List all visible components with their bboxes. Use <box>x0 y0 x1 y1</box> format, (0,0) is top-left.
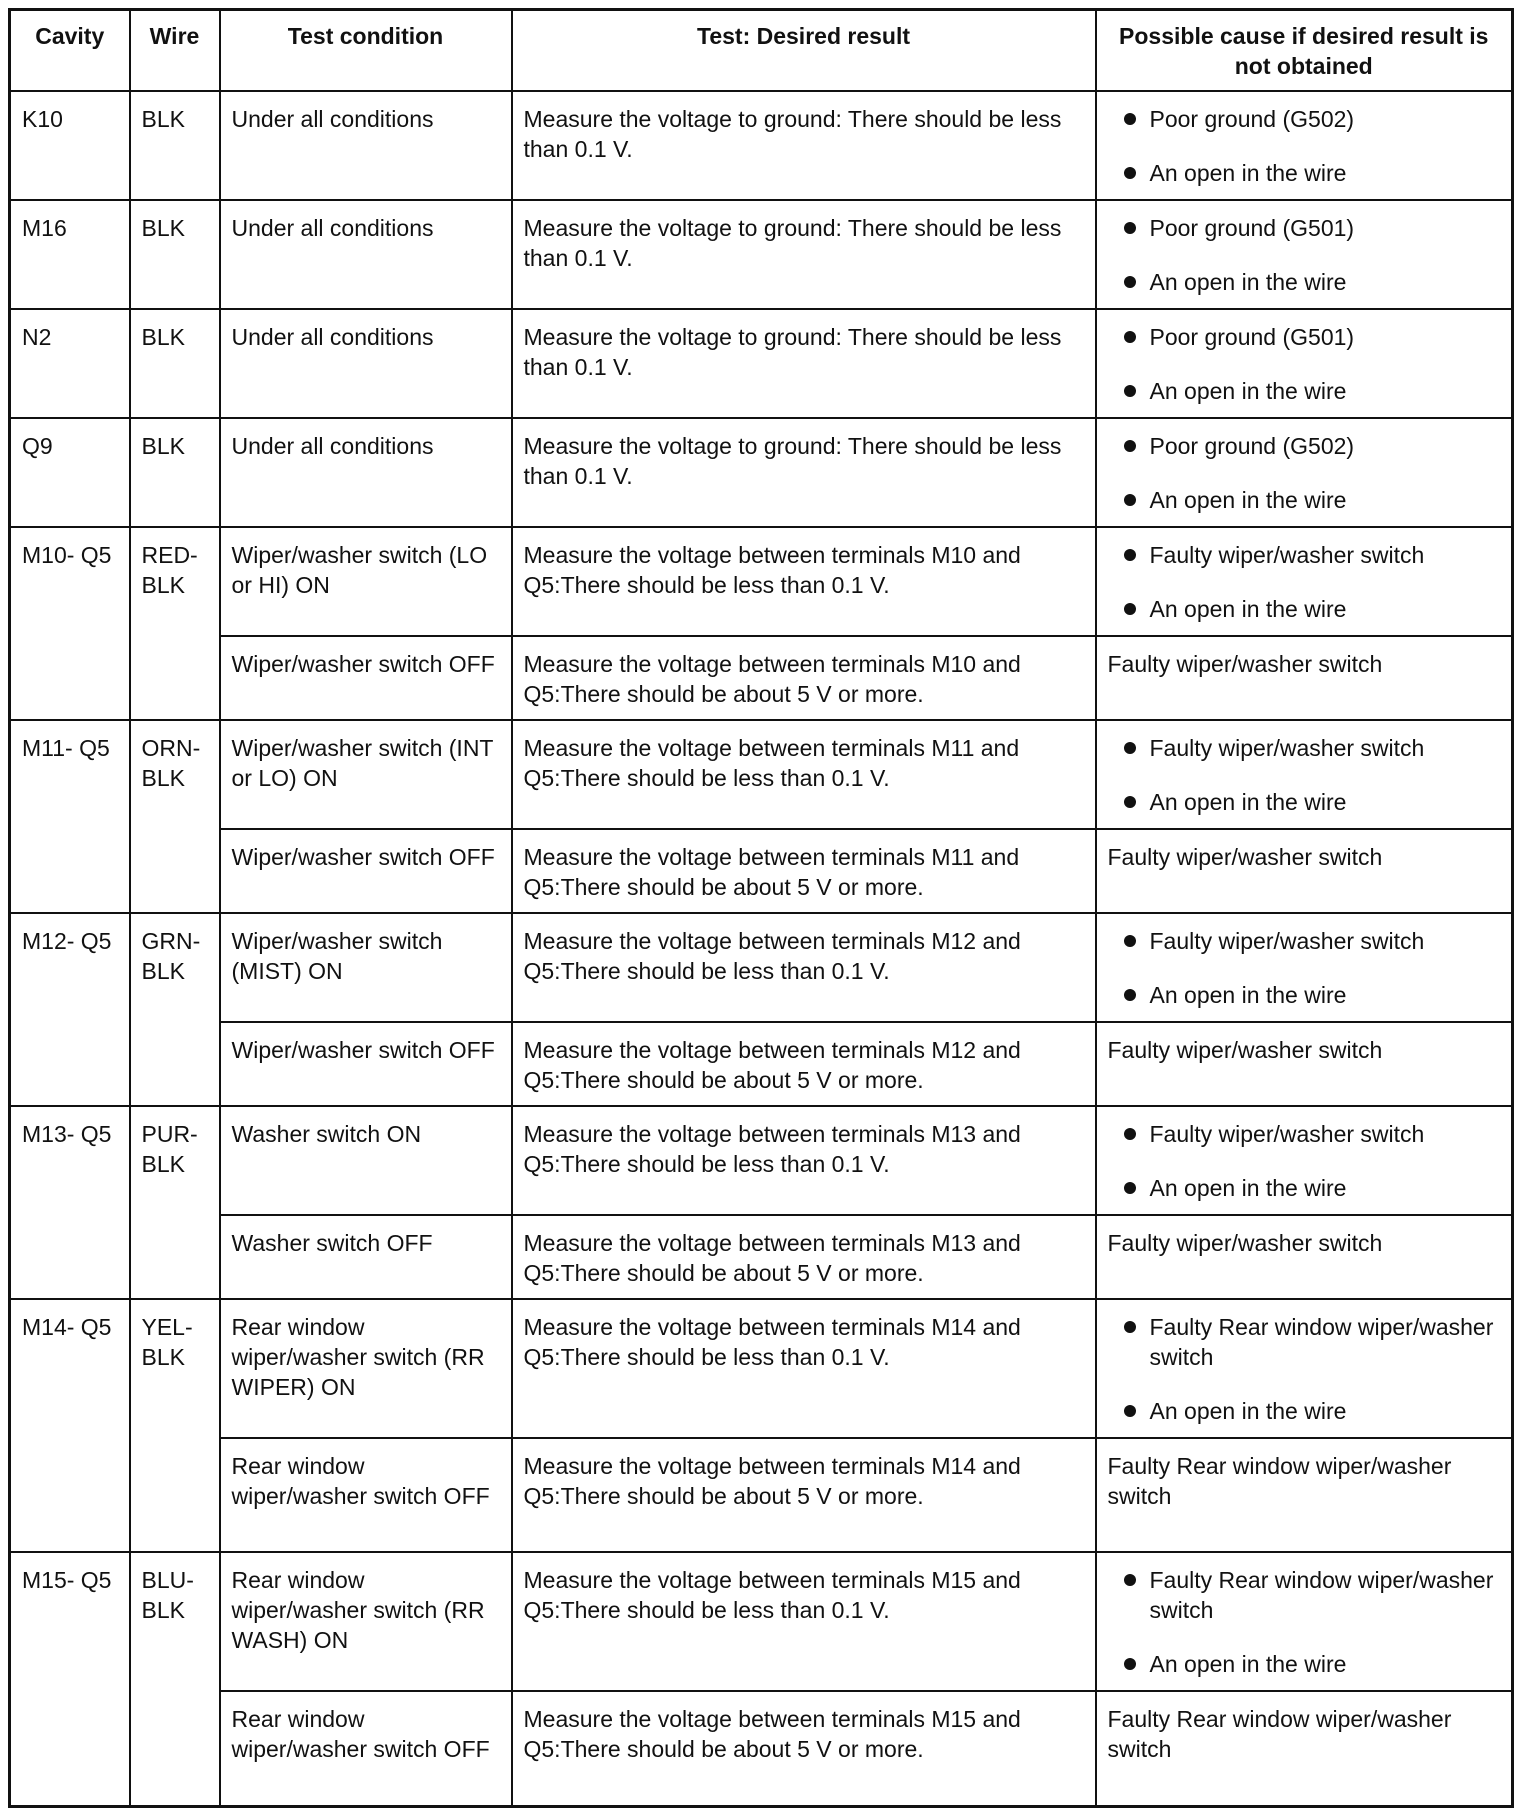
desired-result-cell: Measure the voltage between terminals M14 and Q5:There should be about 5 V or more. <box>512 1438 1096 1552</box>
cause-text: An open in the wire <box>1149 1397 1347 1424</box>
cause-list <box>1108 926 1502 1010</box>
possible-cause-cell <box>1096 91 1513 200</box>
test-condition-cell: Rear window wiper/washer switch OFF <box>220 1438 512 1552</box>
desired-result-cell: Measure the voltage between terminals M12 and Q5:There should be about 5 V or more. <box>512 1022 1096 1106</box>
cause-text: Faulty Rear window wiper/washer switch <box>1149 1313 1494 1370</box>
bullet-icon <box>1124 1182 1136 1194</box>
wire-color-cell: YEL- BLK <box>130 1299 220 1552</box>
desired-result-cell: Measure the voltage between terminals M15 and Q5:There should be about 5 V or more. <box>512 1691 1096 1807</box>
cause-list <box>1108 104 1502 188</box>
cause-list-item <box>1108 787 1502 817</box>
possible-cause-cell: Faulty wiper/washer switch <box>1096 829 1513 913</box>
cavity-cell: M11- Q5 <box>10 720 130 913</box>
test-condition-cell: Wiper/washer switch (LO or HI) ON <box>220 527 512 636</box>
cause-list-item <box>1108 431 1502 461</box>
bullet-icon <box>1124 742 1136 754</box>
desired-result-cell: Measure the voltage between terminals M14 and Q5:There should be less than 0.1 V. <box>512 1299 1096 1438</box>
desired-result-cell: Measure the voltage to ground: There should be less than 0.1 V. <box>512 309 1096 418</box>
test-condition-cell: Rear window wiper/washer switch (RR WASH) ON <box>220 1552 512 1691</box>
table-row <box>10 636 1513 720</box>
table-row <box>10 1022 1513 1106</box>
possible-cause-cell <box>1096 1106 1513 1215</box>
possible-cause-cell: Faulty wiper/washer switch <box>1096 636 1513 720</box>
bullet-icon <box>1124 276 1136 288</box>
cavity-cell: N2 <box>10 309 130 418</box>
cause-text: An open in the wire <box>1149 981 1347 1008</box>
table-row <box>10 200 1513 309</box>
possible-cause-cell <box>1096 720 1513 829</box>
cause-list <box>1108 1119 1502 1203</box>
possible-cause-cell <box>1096 1552 1513 1691</box>
test-condition-cell: Washer switch OFF <box>220 1215 512 1299</box>
cause-list-item <box>1108 1312 1502 1372</box>
cause-list-item <box>1108 158 1502 188</box>
bullet-icon <box>1124 385 1136 397</box>
possible-cause-cell: Faulty Rear window wiper/washer switch <box>1096 1438 1513 1552</box>
possible-cause-cell <box>1096 913 1513 1022</box>
header-row <box>10 10 1513 91</box>
wire-color-cell: GRN- BLK <box>130 913 220 1106</box>
table-row <box>10 1552 1513 1691</box>
test-condition-cell: Under all conditions <box>220 418 512 527</box>
cavity-cell: M13- Q5 <box>10 1106 130 1299</box>
desired-result-cell: Measure the voltage between terminals M12 and Q5:There should be less than 0.1 V. <box>512 913 1096 1022</box>
cause-list <box>1108 733 1502 817</box>
cause-text: Faulty wiper/washer switch <box>1149 734 1425 761</box>
bullet-icon <box>1124 1658 1136 1670</box>
bullet-icon <box>1124 549 1136 561</box>
table-row <box>10 1106 1513 1215</box>
bullet-icon <box>1124 796 1136 808</box>
desired-result-cell: Measure the voltage between terminals M11 and Q5:There should be about 5 V or more. <box>512 829 1096 913</box>
test-condition-cell: Under all conditions <box>220 91 512 200</box>
cavity-cell: M14- Q5 <box>10 1299 130 1552</box>
cause-list-item <box>1108 1565 1502 1625</box>
header-wire: Wire <box>130 10 220 91</box>
bullet-icon <box>1124 1574 1136 1586</box>
cause-text: An open in the wire <box>1149 486 1347 513</box>
test-condition-cell: Wiper/washer switch OFF <box>220 636 512 720</box>
header-cavity: Cavity <box>10 10 130 91</box>
table-row <box>10 418 1513 527</box>
connector-test-table-sheet <box>8 8 1511 1792</box>
cause-text: Faulty Rear window wiper/washer switch <box>1149 1566 1494 1623</box>
test-condition-cell: Wiper/washer switch OFF <box>220 1022 512 1106</box>
cause-text: An open in the wire <box>1149 1650 1347 1677</box>
cavity-cell: M16 <box>10 200 130 309</box>
cause-list-item <box>1108 980 1502 1010</box>
cause-list-item <box>1108 322 1502 352</box>
desired-result-cell: Measure the voltage between terminals M11 and Q5:There should be less than 0.1 V. <box>512 720 1096 829</box>
possible-cause-cell: Faulty Rear window wiper/washer switch <box>1096 1691 1513 1807</box>
cause-list-item <box>1108 540 1502 570</box>
cause-list-item <box>1108 1396 1502 1426</box>
possible-cause-cell <box>1096 418 1513 527</box>
test-condition-cell: Under all conditions <box>220 200 512 309</box>
bullet-icon <box>1124 222 1136 234</box>
bullet-icon <box>1124 113 1136 125</box>
cause-text: Faulty wiper/washer switch <box>1149 541 1425 568</box>
cause-list <box>1108 322 1502 406</box>
possible-cause-cell: Faulty wiper/washer switch <box>1096 1022 1513 1106</box>
wire-color-cell: BLU- BLK <box>130 1552 220 1807</box>
possible-cause-cell <box>1096 1299 1513 1438</box>
cause-list-item <box>1108 213 1502 243</box>
cause-list <box>1108 431 1502 515</box>
wire-color-cell: BLK <box>130 91 220 200</box>
bullet-icon <box>1124 1321 1136 1333</box>
desired-result-cell: Measure the voltage to ground: There should be less than 0.1 V. <box>512 91 1096 200</box>
cause-list-item <box>1108 104 1502 134</box>
test-condition-cell: Wiper/washer switch OFF <box>220 829 512 913</box>
desired-result-cell: Measure the voltage between terminals M13 and Q5:There should be less than 0.1 V. <box>512 1106 1096 1215</box>
cause-list-item <box>1108 594 1502 624</box>
cause-text: Faulty wiper/washer switch <box>1149 927 1425 954</box>
cause-list <box>1108 213 1502 297</box>
bullet-icon <box>1124 935 1136 947</box>
table-row <box>10 1438 1513 1552</box>
bullet-icon <box>1124 1128 1136 1140</box>
bullet-icon <box>1124 603 1136 615</box>
table-row <box>10 1691 1513 1807</box>
cause-text: Faulty wiper/washer switch <box>1149 1120 1425 1147</box>
cavity-cell: Q9 <box>10 418 130 527</box>
bullet-icon <box>1124 1405 1136 1417</box>
cause-text: Poor ground (G501) <box>1149 214 1355 241</box>
cause-text: Poor ground (G501) <box>1149 323 1355 350</box>
cause-text: An open in the wire <box>1149 1174 1347 1201</box>
wire-color-cell: BLK <box>130 200 220 309</box>
cause-text: An open in the wire <box>1149 595 1347 622</box>
desired-result-cell: Measure the voltage between terminals M15 and Q5:There should be less than 0.1 V. <box>512 1552 1096 1691</box>
table-body <box>10 91 1513 1807</box>
cause-text: An open in the wire <box>1149 268 1347 295</box>
cause-list-item <box>1108 926 1502 956</box>
bullet-icon <box>1124 989 1136 1001</box>
cavity-cell: M12- Q5 <box>10 913 130 1106</box>
cause-text: An open in the wire <box>1149 159 1347 186</box>
cavity-cell: M10- Q5 <box>10 527 130 720</box>
table-row <box>10 309 1513 418</box>
header-test-condition: Test condition <box>220 10 512 91</box>
cause-list-item <box>1108 485 1502 515</box>
cause-list-item <box>1108 376 1502 406</box>
cause-list-item <box>1108 267 1502 297</box>
desired-result-cell: Measure the voltage to ground: There should be less than 0.1 V. <box>512 200 1096 309</box>
header-possible-cause: Possible cause if desired result is not obtained <box>1096 10 1513 91</box>
cavity-cell: K10 <box>10 91 130 200</box>
test-condition-cell: Under all conditions <box>220 309 512 418</box>
table-row <box>10 91 1513 200</box>
bullet-icon <box>1124 167 1136 179</box>
cause-text: An open in the wire <box>1149 788 1347 815</box>
possible-cause-cell <box>1096 200 1513 309</box>
table-row <box>10 1215 1513 1299</box>
cavity-cell: M15- Q5 <box>10 1552 130 1807</box>
wire-color-cell: RED- BLK <box>130 527 220 720</box>
cause-list-item <box>1108 1173 1502 1203</box>
cause-list-item <box>1108 733 1502 763</box>
test-condition-cell: Rear window wiper/washer switch OFF <box>220 1691 512 1807</box>
cause-text: Poor ground (G502) <box>1149 105 1355 132</box>
table-row <box>10 913 1513 1022</box>
wire-color-cell: BLK <box>130 309 220 418</box>
cause-text: Poor ground (G502) <box>1149 432 1355 459</box>
possible-cause-cell: Faulty wiper/washer switch <box>1096 1215 1513 1299</box>
desired-result-cell: Measure the voltage between terminals M10 and Q5:There should be less than 0.1 V. <box>512 527 1096 636</box>
wire-color-cell: BLK <box>130 418 220 527</box>
possible-cause-cell <box>1096 527 1513 636</box>
table-row <box>10 829 1513 913</box>
cause-text: An open in the wire <box>1149 377 1347 404</box>
cause-list <box>1108 1312 1502 1426</box>
bullet-icon <box>1124 494 1136 506</box>
cause-list <box>1108 540 1502 624</box>
cause-list-item <box>1108 1649 1502 1679</box>
desired-result-cell: Measure the voltage between terminals M13 and Q5:There should be about 5 V or more. <box>512 1215 1096 1299</box>
desired-result-cell: Measure the voltage to ground: There should be less than 0.1 V. <box>512 418 1096 527</box>
cause-list-item <box>1108 1119 1502 1149</box>
test-condition-cell: Wiper/washer switch (MIST) ON <box>220 913 512 1022</box>
connector-test-table <box>8 8 1514 1808</box>
desired-result-cell: Measure the voltage between terminals M10 and Q5:There should be about 5 V or more. <box>512 636 1096 720</box>
table-row <box>10 1299 1513 1438</box>
table-row <box>10 527 1513 636</box>
bullet-icon <box>1124 440 1136 452</box>
wire-color-cell: ORN- BLK <box>130 720 220 913</box>
wire-color-cell: PUR- BLK <box>130 1106 220 1299</box>
bullet-icon <box>1124 331 1136 343</box>
cause-list <box>1108 1565 1502 1679</box>
possible-cause-cell <box>1096 309 1513 418</box>
header-desired-result: Test: Desired result <box>512 10 1096 91</box>
table-row <box>10 720 1513 829</box>
test-condition-cell: Rear window wiper/washer switch (RR WIPER) ON <box>220 1299 512 1438</box>
test-condition-cell: Wiper/washer switch (INT or LO) ON <box>220 720 512 829</box>
test-condition-cell: Washer switch ON <box>220 1106 512 1215</box>
